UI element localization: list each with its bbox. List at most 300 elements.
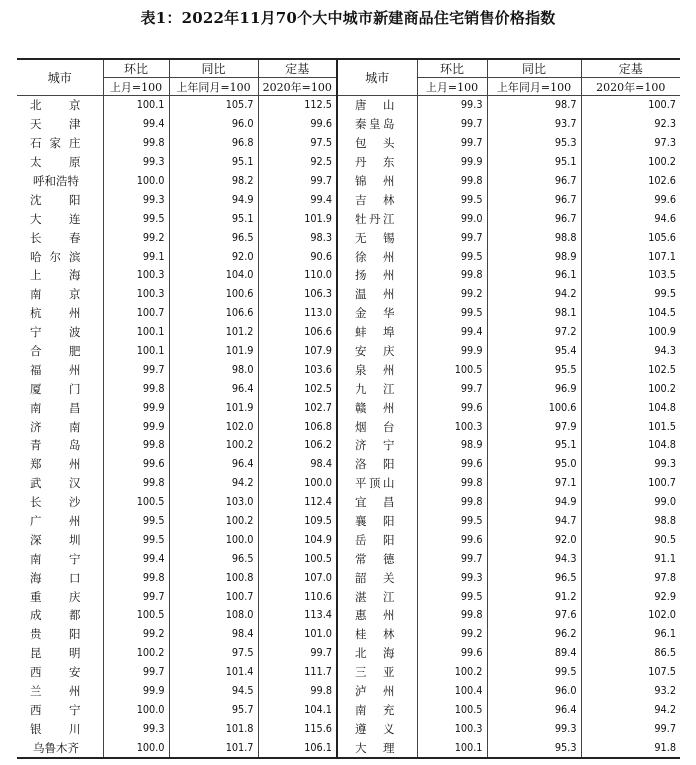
cell-yoy-left: 108.0 [169,606,258,625]
cell-yoy-right: 97.1 [487,474,581,493]
cell-mom-right: 99.0 [417,209,487,228]
cell-mom-left: 99.5 [103,209,169,228]
cell-fixed-left: 115.6 [258,719,337,738]
cell-fixed-right: 100.9 [581,323,680,342]
cell-mom-left: 99.1 [103,247,169,266]
table-row [17,360,680,379]
cell-mom-right: 99.7 [417,549,487,568]
table-row [17,172,680,191]
cell-mom-right: 100.5 [417,701,487,720]
cell-yoy-right: 95.5 [487,360,581,379]
cell-city-left: 石家庄 [30,136,81,151]
header-fixed-left: 定基 [258,59,337,78]
header-city-left: 城市 [17,59,103,96]
cell-mom-right: 99.5 [417,587,487,606]
cell-mom-right: 98.9 [417,436,487,455]
table-row [17,417,680,436]
cell-mom-right: 99.9 [417,153,487,172]
cell-city-right: 大理 [337,738,417,758]
cell-city-left: 郑州 [30,457,81,472]
cell-mom-left: 99.2 [103,625,169,644]
cell-fixed-left: 99.6 [258,115,337,134]
cell-fixed-left: 92.5 [258,153,337,172]
cell-yoy-right: 95.3 [487,134,581,153]
table-row [17,190,680,209]
cell-yoy-left: 101.4 [169,663,258,682]
cell-fixed-right: 97.3 [581,134,680,153]
cell-city-right: 桂林 [337,625,417,644]
cell-city-left: 长春 [30,230,81,245]
table-row [17,436,680,455]
cell-fixed-left: 100.0 [258,474,337,493]
cell-fixed-left: 106.2 [258,436,337,455]
table-row [17,549,680,568]
cell-mom-right: 99.2 [417,285,487,304]
cell-mom-right: 99.8 [417,474,487,493]
cell-mom-right: 99.8 [417,606,487,625]
cell-yoy-left: 94.9 [169,190,258,209]
cell-yoy-right: 94.2 [487,285,581,304]
cell-city-right: 泉州 [337,360,417,379]
cell-fixed-right: 91.1 [581,549,680,568]
cell-fixed-right: 101.5 [581,417,680,436]
cell-yoy-left: 92.0 [169,247,258,266]
cell-fixed-left: 99.7 [258,172,337,191]
cell-yoy-right: 89.4 [487,644,581,663]
cell-yoy-right: 99.3 [487,719,581,738]
cell-yoy-right: 98.8 [487,228,581,247]
cell-mom-left: 99.8 [103,134,169,153]
cell-yoy-right: 96.7 [487,209,581,228]
table-row [17,512,680,531]
cell-fixed-right: 100.2 [581,379,680,398]
cell-yoy-right: 94.9 [487,493,581,512]
cell-mom-left: 100.2 [103,644,169,663]
cell-mom-left: 99.7 [103,663,169,682]
cell-fixed-right: 102.6 [581,172,680,191]
cell-mom-left: 99.8 [103,474,169,493]
cell-mom-left: 100.1 [103,323,169,342]
cell-city-right: 岳阳 [337,530,417,549]
cell-mom-right: 99.7 [417,379,487,398]
table-row [17,493,680,512]
cell-city-right: 宜昌 [337,493,417,512]
table-row [17,379,680,398]
cell-city-right: 九江 [337,379,417,398]
cell-fixed-right: 96.1 [581,625,680,644]
cell-yoy-left: 97.5 [169,644,258,663]
cell-fixed-left: 112.4 [258,493,337,512]
cell-fixed-left: 99.8 [258,682,337,701]
table-row [17,96,680,115]
cell-mom-left: 99.9 [103,682,169,701]
cell-city-right: 安庆 [337,342,417,361]
cell-yoy-right: 99.5 [487,663,581,682]
cell-yoy-left: 100.6 [169,285,258,304]
cell-city-left: 哈尔滨 [30,249,81,264]
cell-city-right: 济宁 [337,436,417,455]
cell-mom-right: 99.6 [417,644,487,663]
cell-fixed-left: 104.9 [258,530,337,549]
cell-yoy-left: 100.7 [169,587,258,606]
cell-yoy-left: 105.7 [169,96,258,115]
cell-yoy-right: 97.2 [487,323,581,342]
cell-mom-right: 100.1 [417,738,487,758]
cell-mom-left: 99.6 [103,455,169,474]
table-row [17,644,680,663]
cell-yoy-left: 100.2 [169,512,258,531]
cell-fixed-left: 106.1 [258,738,337,758]
table-title: 表1：2022年11月70个大中城市新建商品住宅销售价格指数 [140,9,556,27]
cell-yoy-right: 95.3 [487,738,581,758]
cell-fixed-right: 104.8 [581,398,680,417]
table-header [17,59,680,96]
cell-fixed-right: 93.2 [581,682,680,701]
cell-city-left: 呼和浩特 [33,174,79,188]
table-row [17,304,680,323]
cell-fixed-right: 91.8 [581,738,680,758]
cell-fixed-right: 94.3 [581,342,680,361]
cell-yoy-left: 101.7 [169,738,258,758]
cell-yoy-right: 96.9 [487,379,581,398]
header-mom-left: 环比 [103,59,169,78]
table-row [17,285,680,304]
cell-yoy-left: 100.2 [169,436,258,455]
cell-fixed-left: 98.3 [258,228,337,247]
cell-yoy-left: 101.2 [169,323,258,342]
cell-fixed-right: 105.6 [581,228,680,247]
cell-mom-left: 99.2 [103,228,169,247]
table-row [17,134,680,153]
cell-yoy-left: 101.8 [169,719,258,738]
cell-yoy-right: 97.9 [487,417,581,436]
cell-mom-left: 99.9 [103,417,169,436]
table-row [17,663,680,682]
cell-fixed-left: 111.7 [258,663,337,682]
cell-city-left: 成都 [30,608,81,623]
cell-city-left: 兰州 [30,684,81,699]
cell-yoy-right: 96.2 [487,625,581,644]
cell-fixed-left: 101.9 [258,209,337,228]
header-fixed-right: 定基 [581,59,680,78]
cell-fixed-left: 113.4 [258,606,337,625]
cell-mom-right: 99.4 [417,323,487,342]
table-row [17,247,680,266]
cell-mom-left: 99.7 [103,360,169,379]
cell-city-right: 徐州 [337,247,417,266]
cell-yoy-right: 94.7 [487,512,581,531]
cell-mom-right: 99.9 [417,342,487,361]
cell-mom-left: 99.5 [103,530,169,549]
cell-city-right: 蚌埠 [337,323,417,342]
cell-fixed-left: 101.0 [258,625,337,644]
table-row [17,455,680,474]
cell-yoy-left: 96.4 [169,379,258,398]
cell-mom-right: 100.2 [417,663,487,682]
cell-fixed-right: 107.1 [581,247,680,266]
cell-fixed-left: 112.5 [258,96,337,115]
cell-fixed-right: 103.5 [581,266,680,285]
cell-yoy-left: 96.0 [169,115,258,134]
table-row [17,474,680,493]
cell-city-left: 重庆 [30,589,81,604]
cell-mom-right: 99.7 [417,134,487,153]
table-row [17,738,680,758]
cell-city-left: 南宁 [30,551,81,566]
cell-mom-right: 99.8 [417,266,487,285]
cell-city-left: 西安 [30,665,81,680]
cell-city-left: 青岛 [30,438,81,453]
cell-city-left: 济南 [30,419,81,434]
cell-city-right: 三亚 [337,663,417,682]
cell-mom-left: 100.7 [103,304,169,323]
cell-yoy-right: 96.0 [487,682,581,701]
cell-yoy-left: 96.5 [169,228,258,247]
cell-fixed-right: 100.2 [581,153,680,172]
cell-city-left: 广州 [30,514,81,529]
cell-mom-left: 100.5 [103,493,169,512]
cell-mom-left: 100.1 [103,342,169,361]
cell-city-left: 南京 [30,287,81,302]
cell-fixed-right: 92.3 [581,115,680,134]
cell-fixed-left: 104.1 [258,701,337,720]
cell-city-right: 赣州 [337,398,417,417]
cell-fixed-left: 103.6 [258,360,337,379]
cell-mom-left: 100.3 [103,266,169,285]
cell-fixed-right: 94.6 [581,209,680,228]
cell-mom-right: 99.6 [417,398,487,417]
cell-city-right: 吉林 [337,190,417,209]
header-mom-base-right: 上月=100 [417,78,487,96]
cell-fixed-right: 104.8 [581,436,680,455]
cell-fixed-left: 109.5 [258,512,337,531]
header-city-right: 城市 [337,59,417,96]
cell-city-right: 锦州 [337,172,417,191]
cell-yoy-right: 98.7 [487,96,581,115]
price-index-table [17,58,680,759]
cell-mom-left: 99.9 [103,398,169,417]
cell-yoy-left: 94.5 [169,682,258,701]
cell-mom-right: 99.3 [417,96,487,115]
cell-city-left: 天津 [30,117,81,132]
cell-yoy-right: 96.5 [487,568,581,587]
cell-yoy-left: 96.5 [169,549,258,568]
cell-city-left: 合肥 [30,344,81,359]
cell-city-right: 北海 [337,644,417,663]
cell-yoy-right: 98.1 [487,304,581,323]
cell-city-left: 贵阳 [30,627,81,642]
cell-city-left: 西宁 [30,702,81,717]
cell-mom-right: 99.8 [417,493,487,512]
cell-mom-right: 99.2 [417,625,487,644]
header-mom-right: 环比 [417,59,487,78]
cell-fixed-right: 100.7 [581,474,680,493]
cell-mom-left: 100.5 [103,606,169,625]
cell-city-right: 韶关 [337,568,417,587]
cell-city-left: 沈阳 [30,192,81,207]
cell-city-left: 太原 [30,155,81,170]
cell-mom-left: 100.0 [103,701,169,720]
cell-city-right: 洛阳 [337,455,417,474]
cell-city-right: 扬州 [337,266,417,285]
cell-fixed-right: 97.8 [581,568,680,587]
table-row [17,530,680,549]
cell-fixed-right: 100.7 [581,96,680,115]
cell-yoy-left: 102.0 [169,417,258,436]
cell-yoy-right: 95.4 [487,342,581,361]
table-row [17,587,680,606]
cell-city-left: 厦门 [30,381,81,396]
cell-mom-left: 99.5 [103,512,169,531]
cell-fixed-left: 99.4 [258,190,337,209]
cell-yoy-left: 98.4 [169,625,258,644]
cell-yoy-right: 96.7 [487,190,581,209]
cell-city-right: 平顶山 [337,474,417,493]
cell-yoy-right: 94.3 [487,549,581,568]
cell-mom-right: 100.4 [417,682,487,701]
cell-city-left: 海口 [30,570,81,585]
cell-mom-left: 99.3 [103,190,169,209]
cell-yoy-left: 103.0 [169,493,258,512]
cell-city-right: 唐山 [337,96,417,115]
cell-city-right: 襄阳 [337,512,417,531]
cell-yoy-left: 95.7 [169,701,258,720]
cell-mom-right: 99.7 [417,228,487,247]
cell-city-right: 惠州 [337,606,417,625]
cell-mom-right: 99.6 [417,530,487,549]
table-row [17,323,680,342]
cell-city-right: 烟台 [337,417,417,436]
table-row [17,682,680,701]
cell-mom-right: 99.6 [417,455,487,474]
cell-fixed-right: 102.0 [581,606,680,625]
cell-fixed-right: 104.5 [581,304,680,323]
cell-city-left: 福州 [30,362,81,377]
cell-mom-left: 100.0 [103,738,169,758]
cell-city-right: 湛江 [337,587,417,606]
cell-city-right: 常德 [337,549,417,568]
table-row [17,701,680,720]
cell-fixed-right: 99.7 [581,719,680,738]
cell-fixed-left: 107.9 [258,342,337,361]
cell-yoy-left: 104.0 [169,266,258,285]
cell-city-left: 深圳 [30,532,81,547]
cell-yoy-right: 96.4 [487,701,581,720]
header-fixed-base-right: 2020年=100 [581,78,680,96]
cell-city-left: 银川 [30,721,81,736]
cell-city-right: 秦皇岛 [337,115,417,134]
cell-mom-right: 99.5 [417,304,487,323]
cell-yoy-left: 94.2 [169,474,258,493]
table-row [17,209,680,228]
cell-mom-left: 99.4 [103,115,169,134]
header-yoy-base-left: 上年同月=100 [169,78,258,96]
cell-mom-right: 100.5 [417,360,487,379]
cell-city-right: 南充 [337,701,417,720]
cell-yoy-right: 93.7 [487,115,581,134]
table-row [17,625,680,644]
cell-fixed-right: 86.5 [581,644,680,663]
cell-city-left: 长沙 [30,495,81,510]
cell-yoy-right: 95.0 [487,455,581,474]
cell-city-right: 金华 [337,304,417,323]
header-yoy-right: 同比 [487,59,581,78]
header-yoy-left: 同比 [169,59,258,78]
cell-mom-left: 99.8 [103,568,169,587]
cell-city-left: 昆明 [30,646,81,661]
cell-city-left: 大连 [30,211,81,226]
cell-yoy-right: 96.7 [487,172,581,191]
cell-yoy-left: 98.0 [169,360,258,379]
cell-city-left: 北京 [30,98,81,113]
cell-city-left: 宁波 [30,325,81,340]
header-mom-base-left: 上月=100 [103,78,169,96]
table-row [17,115,680,134]
cell-yoy-left: 95.1 [169,153,258,172]
cell-fixed-left: 97.5 [258,134,337,153]
cell-mom-right: 100.3 [417,719,487,738]
cell-fixed-right: 98.8 [581,512,680,531]
header-fixed-base-left: 2020年=100 [258,78,337,96]
table-row [17,153,680,172]
cell-mom-left: 100.3 [103,285,169,304]
table-body [17,96,680,759]
table-row [17,266,680,285]
cell-city-right: 牡丹江 [337,209,417,228]
cell-mom-left: 100.0 [103,172,169,191]
cell-fixed-left: 106.8 [258,417,337,436]
cell-fixed-right: 94.2 [581,701,680,720]
cell-yoy-right: 96.1 [487,266,581,285]
cell-fixed-left: 107.0 [258,568,337,587]
cell-fixed-left: 106.6 [258,323,337,342]
cell-yoy-right: 97.6 [487,606,581,625]
cell-yoy-left: 100.8 [169,568,258,587]
table-row [17,606,680,625]
cell-city-right: 无锡 [337,228,417,247]
cell-city-right: 丹东 [337,153,417,172]
cell-yoy-right: 98.9 [487,247,581,266]
cell-yoy-left: 101.9 [169,342,258,361]
table-row [17,719,680,738]
cell-city-right: 遵义 [337,719,417,738]
cell-fixed-right: 107.5 [581,663,680,682]
cell-fixed-left: 110.0 [258,266,337,285]
cell-yoy-left: 96.4 [169,455,258,474]
cell-city-right: 包头 [337,134,417,153]
cell-fixed-left: 110.6 [258,587,337,606]
cell-mom-left: 99.7 [103,587,169,606]
cell-mom-right: 100.3 [417,417,487,436]
cell-fixed-left: 102.7 [258,398,337,417]
cell-fixed-right: 99.5 [581,285,680,304]
table-row [17,228,680,247]
cell-mom-right: 99.7 [417,115,487,134]
cell-yoy-left: 96.8 [169,134,258,153]
cell-mom-right: 99.3 [417,568,487,587]
cell-city-left: 乌鲁木齐 [33,740,79,755]
cell-yoy-left: 101.9 [169,398,258,417]
cell-mom-left: 99.3 [103,153,169,172]
cell-mom-right: 99.8 [417,172,487,191]
cell-city-right: 泸州 [337,682,417,701]
cell-mom-left: 99.8 [103,379,169,398]
cell-yoy-right: 95.1 [487,153,581,172]
cell-city-left: 武汉 [30,476,81,491]
cell-yoy-right: 100.6 [487,398,581,417]
cell-yoy-right: 92.0 [487,530,581,549]
cell-fixed-right: 99.0 [581,493,680,512]
